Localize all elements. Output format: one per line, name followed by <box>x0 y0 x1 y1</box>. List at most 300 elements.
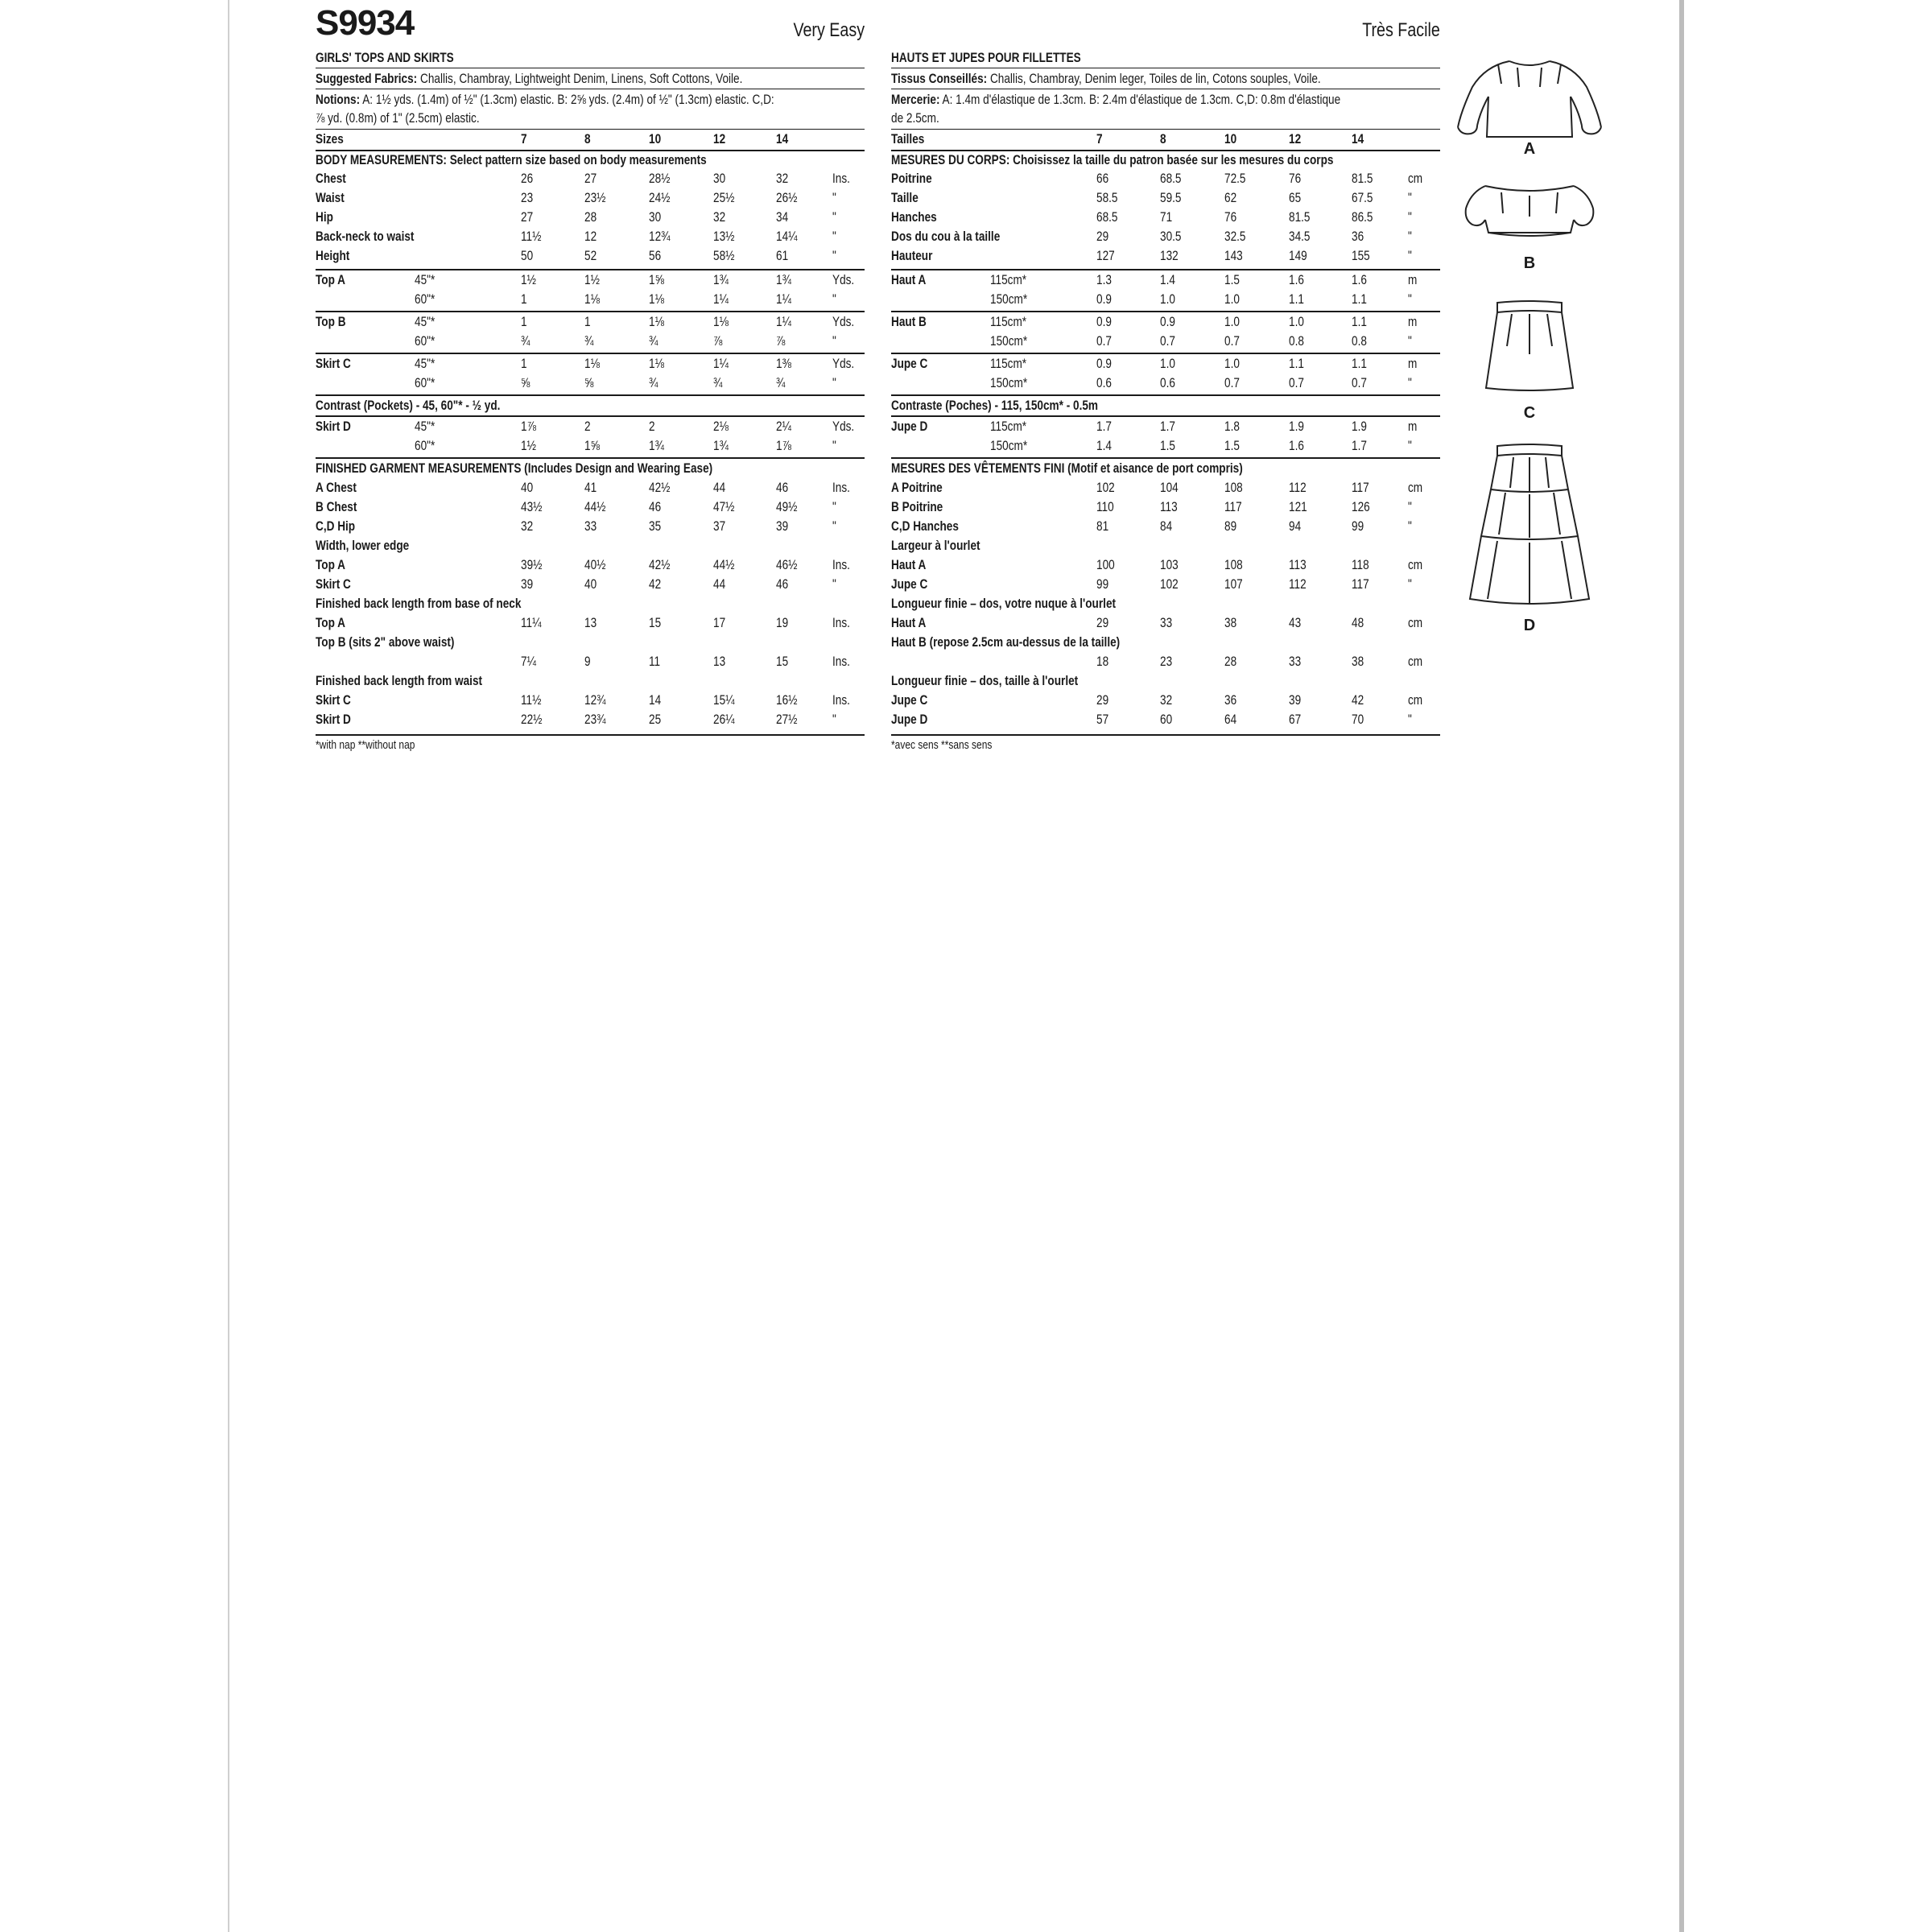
unit: cm <box>1408 692 1423 708</box>
value-size-10: 143 <box>1224 248 1243 263</box>
value-size-8: 44½ <box>584 499 606 514</box>
value-size-8: 1½ <box>584 272 600 287</box>
value-size-7: 0.9 <box>1096 291 1112 307</box>
value-size-12: 1.9 <box>1289 419 1304 434</box>
unit: " <box>1408 209 1412 225</box>
row-label: C,D Hanches <box>891 518 959 534</box>
value-size-10: 15 <box>649 615 662 630</box>
value-size-12: 58½ <box>713 248 735 263</box>
value-size-8: 104 <box>1160 480 1179 495</box>
value-size-8: 30.5 <box>1160 229 1182 244</box>
value-size-12: 47½ <box>713 499 735 514</box>
value-size-10: 11 <box>649 654 661 669</box>
value-size-12: 1¾ <box>713 438 729 453</box>
row-label: Height <box>316 248 350 263</box>
size-14: 14 <box>1352 131 1364 147</box>
value-size-10: 1.0 <box>1224 291 1240 307</box>
fabric-width: 45"* <box>415 419 436 434</box>
row-label: Longueur finie – dos, taille à l'ourlet <box>891 673 1079 688</box>
row-label: Taille <box>891 190 919 205</box>
row-label: Skirt C <box>316 576 351 592</box>
value-size-12: 112 <box>1289 480 1307 495</box>
row-label: Hip <box>316 209 333 225</box>
notions-line <box>316 90 774 109</box>
value-size-8: 23½ <box>584 190 606 205</box>
value-size-12: 0.7 <box>1289 375 1304 390</box>
value-size-14: 14¼ <box>776 229 798 244</box>
value-size-12: 76 <box>1289 171 1302 186</box>
value-size-8: 132 <box>1160 248 1179 263</box>
value-size-10: 76 <box>1224 209 1237 225</box>
view-label: Top A <box>316 272 346 287</box>
size-8: 8 <box>584 131 591 147</box>
value-size-7: 29 <box>1096 615 1109 630</box>
value-size-8: 0.7 <box>1160 333 1175 349</box>
value-size-14: 1¼ <box>776 314 791 329</box>
value-size-8: 102 <box>1160 576 1179 592</box>
value-size-8: 33 <box>1160 615 1173 630</box>
value-size-7: 43½ <box>521 499 543 514</box>
fabric-width: 60"* <box>415 438 436 453</box>
unit: cm <box>1408 480 1423 495</box>
value-size-12: ⅞ <box>713 333 723 349</box>
value-size-12: 1.0 <box>1289 314 1304 329</box>
value-size-7: 66 <box>1096 171 1109 186</box>
value-size-12: 1¾ <box>713 272 729 287</box>
fabric-width: 60"* <box>415 375 436 390</box>
row-label: Skirt D <box>316 712 351 727</box>
value-size-7: 1 <box>521 291 527 307</box>
value-size-10: ¾ <box>649 375 658 390</box>
value-size-10: 1⅛ <box>649 291 664 307</box>
unit: " <box>832 333 836 349</box>
value-size-8: 1⅛ <box>584 291 600 307</box>
value-size-12: 25½ <box>713 190 735 205</box>
unit: cm <box>1408 557 1423 572</box>
unit: " <box>832 576 836 592</box>
value-size-7: 26 <box>521 171 534 186</box>
value-size-10: 0.7 <box>1224 375 1240 390</box>
unit: " <box>1408 518 1412 534</box>
value-size-12: 44½ <box>713 557 735 572</box>
value-size-7: 110 <box>1096 499 1114 514</box>
value-size-14: 1.1 <box>1352 314 1367 329</box>
value-size-8: 32 <box>1160 692 1173 708</box>
value-size-12: 13 <box>713 654 726 669</box>
value-size-7: 1⅞ <box>521 419 536 434</box>
value-size-10: 62 <box>1224 190 1237 205</box>
unit: m <box>1408 419 1418 434</box>
fabrics-line <box>891 69 1321 89</box>
value-size-7: 29 <box>1096 229 1109 244</box>
value-size-14: 34 <box>776 209 789 225</box>
size-12: 12 <box>713 131 726 147</box>
value-size-10: 46 <box>649 499 662 514</box>
row-label: Back-neck to waist <box>316 229 415 244</box>
value-size-14: 117 <box>1352 480 1369 495</box>
fabric-width: 115cm* <box>990 356 1027 371</box>
view-label: Top B <box>316 314 346 329</box>
fabrics-text: Challis, Chambray, Denim leger, Toiles de lin, Cotons souples, Voile. <box>989 71 1321 86</box>
value-size-10: 36 <box>1224 692 1237 708</box>
value-size-14: 1¼ <box>776 291 791 307</box>
value-size-7: 50 <box>521 248 534 263</box>
value-size-8: 23 <box>1160 654 1173 669</box>
view-label: Jupe C <box>891 356 928 371</box>
value-size-8: 1.0 <box>1160 356 1175 371</box>
unit: " <box>1408 576 1412 592</box>
value-size-10: 89 <box>1224 518 1237 534</box>
value-size-8: 40½ <box>584 557 606 572</box>
fabric-width: 45"* <box>415 356 436 371</box>
size-10: 10 <box>649 131 662 147</box>
value-size-8: 113 <box>1160 499 1178 514</box>
value-size-8: 13 <box>584 615 597 630</box>
value-size-14: 1.7 <box>1352 438 1367 453</box>
value-size-14: 70 <box>1352 712 1364 727</box>
row-label: Jupe C <box>891 692 928 708</box>
footnote: *avec sens **sans sens <box>891 738 993 752</box>
value-size-7: 1½ <box>521 272 536 287</box>
value-size-12: ¾ <box>713 375 723 390</box>
value-size-10: 42½ <box>649 480 671 495</box>
value-size-8: 1.4 <box>1160 272 1175 287</box>
value-size-12: 1⅛ <box>713 314 729 329</box>
value-size-14: 86.5 <box>1352 209 1373 225</box>
view-label: Skirt D <box>316 419 351 434</box>
value-size-14: 126 <box>1352 499 1370 514</box>
notions-text-2: de 2.5cm. <box>891 110 939 126</box>
value-size-10: 25 <box>649 712 662 727</box>
value-size-14: 61 <box>776 248 789 263</box>
value-size-7: 57 <box>1096 712 1109 727</box>
row-label: Finished back length from base of neck <box>316 596 522 611</box>
value-size-8: 27 <box>584 171 597 186</box>
value-size-8: ⅝ <box>584 375 594 390</box>
value-size-12: 39 <box>1289 692 1302 708</box>
row-label: Largeur à l'ourlet <box>891 538 980 553</box>
value-size-10: 56 <box>649 248 662 263</box>
value-size-14: 39 <box>776 518 789 534</box>
value-size-7: 39 <box>521 576 534 592</box>
value-size-12: 44 <box>713 576 726 592</box>
value-size-14: 1¾ <box>776 272 791 287</box>
view-label: Jupe D <box>891 419 928 434</box>
fabrics-line <box>316 69 742 89</box>
value-size-10: 0.7 <box>1224 333 1240 349</box>
unit: " <box>1408 438 1412 453</box>
size-7: 7 <box>1096 131 1103 147</box>
unit: Ins. <box>832 615 850 630</box>
value-size-8: 60 <box>1160 712 1173 727</box>
value-size-12: 149 <box>1289 248 1307 263</box>
value-size-7: 11¼ <box>521 615 542 630</box>
body-measurements-heading: BODY MEASUREMENTS: Select pattern size based on body measurements <box>316 152 707 167</box>
value-size-8: 52 <box>584 248 597 263</box>
value-size-7: 32 <box>521 518 534 534</box>
view-label-a: A <box>1523 140 1536 158</box>
row-label: Top B (sits 2" above waist) <box>316 634 455 650</box>
value-size-14: 36 <box>1352 229 1364 244</box>
unit: " <box>832 518 836 534</box>
size-7: 7 <box>521 131 527 147</box>
row-label: Top A <box>316 557 346 572</box>
value-size-12: 112 <box>1289 576 1307 592</box>
value-size-14: 42 <box>1352 692 1364 708</box>
unit: m <box>1408 272 1418 287</box>
value-size-7: 0.9 <box>1096 314 1112 329</box>
value-size-14: 1.1 <box>1352 356 1367 371</box>
value-size-14: 99 <box>1352 518 1364 534</box>
value-size-8: 1⅝ <box>584 438 600 453</box>
fabric-width: 115cm* <box>990 272 1027 287</box>
value-size-12: 81.5 <box>1289 209 1311 225</box>
value-size-10: 1⅛ <box>649 356 664 371</box>
value-size-8: 68.5 <box>1160 171 1182 186</box>
value-size-12: 34.5 <box>1289 229 1311 244</box>
value-size-7: 0.9 <box>1096 356 1112 371</box>
value-size-7: ⅝ <box>521 375 530 390</box>
unit: " <box>832 291 836 307</box>
value-size-7: 1 <box>521 356 527 371</box>
value-size-14: 67.5 <box>1352 190 1373 205</box>
unit: " <box>832 438 836 453</box>
value-size-8: 59.5 <box>1160 190 1182 205</box>
unit: cm <box>1408 615 1423 630</box>
value-size-10: 12¾ <box>649 229 671 244</box>
value-size-14: 19 <box>776 615 789 630</box>
value-size-14: 117 <box>1352 576 1369 592</box>
row-label: A Poitrine <box>891 480 943 495</box>
value-size-10: 24½ <box>649 190 671 205</box>
value-size-12: 30 <box>713 171 726 186</box>
value-size-7: 99 <box>1096 576 1109 592</box>
row-label: Jupe C <box>891 576 928 592</box>
value-size-12: 0.8 <box>1289 333 1304 349</box>
english-column <box>316 0 865 752</box>
unit: Ins. <box>832 171 850 186</box>
value-size-14: 38 <box>1352 654 1364 669</box>
value-size-12: 17 <box>713 615 726 630</box>
notions-line <box>891 90 1340 109</box>
value-size-14: 27½ <box>776 712 798 727</box>
value-size-10: 32.5 <box>1224 229 1246 244</box>
fabric-width: 45"* <box>415 314 436 329</box>
value-size-7: 100 <box>1096 557 1115 572</box>
notions-text: A: 1½ yds. (1.4m) of ½" (1.3cm) elastic. B: 2⅝ yds. (2.4m) of ½" (1.3cm) elastic. C,D: <box>362 92 774 107</box>
value-size-14: ⅞ <box>776 333 786 349</box>
size-8: 8 <box>1160 131 1166 147</box>
value-size-8: 28 <box>584 209 597 225</box>
value-size-8: 71 <box>1160 209 1173 225</box>
fabric-width: 45"* <box>415 272 436 287</box>
value-size-12: 43 <box>1289 615 1302 630</box>
value-size-7: 39½ <box>521 557 543 572</box>
value-size-8: 2 <box>584 419 591 434</box>
value-size-7: 1.7 <box>1096 419 1112 434</box>
unit: " <box>1408 291 1412 307</box>
fabric-width: 60"* <box>415 333 436 349</box>
value-size-10: 38 <box>1224 615 1237 630</box>
value-size-14: 15 <box>776 654 789 669</box>
value-size-8: 41 <box>584 480 597 495</box>
value-size-8: 1 <box>584 314 591 329</box>
value-size-8: 23¾ <box>584 712 606 727</box>
value-size-7: 1 <box>521 314 527 329</box>
notions-text: A: 1.4m d'élastique de 1.3cm. B: 2.4m d'élastique de 1.3cm. C,D: 0.8m d'élastique <box>942 92 1341 107</box>
value-size-7: 58.5 <box>1096 190 1118 205</box>
value-size-12: 113 <box>1289 557 1307 572</box>
value-size-7: ¾ <box>521 333 530 349</box>
value-size-10: 72.5 <box>1224 171 1246 186</box>
unit: " <box>832 499 836 514</box>
row-label: Haut A <box>891 557 927 572</box>
page-edge-right <box>1679 0 1684 1932</box>
value-size-14: ¾ <box>776 375 786 390</box>
footnote: *with nap **without nap <box>316 738 415 752</box>
row-label: Chest <box>316 171 346 186</box>
row-label: B Chest <box>316 499 357 514</box>
row-label: A Chest <box>316 480 357 495</box>
unit: " <box>832 375 836 390</box>
notions-label: Notions: <box>316 92 361 107</box>
fabric-width: 115cm* <box>990 419 1027 434</box>
notions-label: Mercerie: <box>891 92 940 107</box>
value-size-12: 37 <box>713 518 726 534</box>
view-label-d: D <box>1523 617 1536 634</box>
value-size-10: 42½ <box>649 557 671 572</box>
value-size-12: 1¼ <box>713 356 729 371</box>
value-size-10: 1⅝ <box>649 272 664 287</box>
value-size-10: 108 <box>1224 480 1243 495</box>
unit: " <box>832 712 836 727</box>
value-size-8: 1.7 <box>1160 419 1175 434</box>
value-size-7: 18 <box>1096 654 1109 669</box>
value-size-12: 32 <box>713 209 726 225</box>
value-size-14: 1.9 <box>1352 419 1367 434</box>
value-size-10: 1.8 <box>1224 419 1240 434</box>
value-size-12: 1.1 <box>1289 291 1304 307</box>
value-size-7: 1.4 <box>1096 438 1112 453</box>
value-size-10: 1.0 <box>1224 356 1240 371</box>
value-size-7: 40 <box>521 480 534 495</box>
value-size-12: 13½ <box>713 229 735 244</box>
view-label: Skirt C <box>316 356 351 371</box>
fabrics-label: Suggested Fabrics: <box>316 71 418 86</box>
value-size-10: 64 <box>1224 712 1237 727</box>
value-size-14: 46½ <box>776 557 798 572</box>
unit: " <box>1408 712 1412 727</box>
unit: " <box>832 190 836 205</box>
row-label: Finished back length from waist <box>316 673 483 688</box>
unit: Ins. <box>832 654 850 669</box>
value-size-10: 1.0 <box>1224 314 1240 329</box>
garment-title: GIRLS' TOPS AND SKIRTS <box>316 50 454 65</box>
value-size-10: ¾ <box>649 333 658 349</box>
value-size-8: 12¾ <box>584 692 606 708</box>
value-size-12: 33 <box>1289 654 1302 669</box>
value-size-14: 81.5 <box>1352 171 1373 186</box>
value-size-14: 0.7 <box>1352 375 1367 390</box>
value-size-7: 11½ <box>521 692 542 708</box>
value-size-12: 65 <box>1289 190 1302 205</box>
view-label: Haut A <box>891 272 927 287</box>
value-size-12: 67 <box>1289 712 1302 727</box>
row-label: Waist <box>316 190 345 205</box>
top-a-sketch <box>1453 55 1606 143</box>
value-size-10: 30 <box>649 209 662 225</box>
value-size-10: 107 <box>1224 576 1243 592</box>
size-12: 12 <box>1289 131 1302 147</box>
value-size-12: 1.1 <box>1289 356 1304 371</box>
row-label: Hanches <box>891 209 937 225</box>
value-size-10: 14 <box>649 692 662 708</box>
value-size-14: 1.6 <box>1352 272 1367 287</box>
value-size-12: 2⅛ <box>713 419 729 434</box>
value-size-10: 35 <box>649 518 662 534</box>
view-label: Haut B <box>891 314 927 329</box>
value-size-12: 1.6 <box>1289 438 1304 453</box>
fabric-width: 150cm* <box>990 333 1028 349</box>
unit: " <box>1408 375 1412 390</box>
fabric-width: 150cm* <box>990 291 1028 307</box>
value-size-7: 127 <box>1096 248 1115 263</box>
french-column <box>891 0 1440 752</box>
view-label-c: C <box>1523 404 1536 422</box>
value-size-14: 32 <box>776 171 789 186</box>
value-size-14: 118 <box>1352 557 1369 572</box>
row-label: Longueur finie – dos, votre nuque à l'ourlet <box>891 596 1117 611</box>
value-size-7: 68.5 <box>1096 209 1118 225</box>
value-size-7: 1½ <box>521 438 536 453</box>
unit: Yds. <box>832 272 855 287</box>
value-size-8: 1.0 <box>1160 291 1175 307</box>
value-size-7: 22½ <box>521 712 543 727</box>
unit: Yds. <box>832 356 855 371</box>
unit: " <box>1408 333 1412 349</box>
value-size-7: 0.7 <box>1096 333 1112 349</box>
value-size-14: 26½ <box>776 190 798 205</box>
value-size-10: 42 <box>649 576 662 592</box>
value-size-8: 33 <box>584 518 597 534</box>
fabrics-text: Challis, Chambray, Lightweight Denim, Linens, Soft Cottons, Voile. <box>420 71 743 86</box>
row-label: B Poitrine <box>891 499 943 514</box>
value-size-10: 2 <box>649 419 655 434</box>
contrast-pockets: Contrast (Pockets) - 45, 60"* - ½ yd. <box>316 398 501 413</box>
value-size-7: 11½ <box>521 229 542 244</box>
value-size-7: 7¼ <box>521 654 536 669</box>
value-size-8: 84 <box>1160 518 1173 534</box>
value-size-7: 29 <box>1096 692 1109 708</box>
top-b-sketch <box>1461 181 1598 242</box>
skirt-c-sketch <box>1480 298 1579 394</box>
unit: Yds. <box>832 419 855 434</box>
value-size-14: 1⅜ <box>776 356 791 371</box>
value-size-10: 1.5 <box>1224 438 1240 453</box>
value-size-14: 2¼ <box>776 419 791 434</box>
unit: cm <box>1408 171 1423 186</box>
value-size-12: 94 <box>1289 518 1302 534</box>
unit: " <box>1408 499 1412 514</box>
unit: " <box>832 248 836 263</box>
row-label: Haut A <box>891 615 927 630</box>
value-size-14: 1.1 <box>1352 291 1367 307</box>
row-label: Dos du cou à la taille <box>891 229 1001 244</box>
value-size-8: 40 <box>584 576 597 592</box>
value-size-8: 0.6 <box>1160 375 1175 390</box>
value-size-8: 1⅛ <box>584 356 600 371</box>
fabric-width: 150cm* <box>990 438 1028 453</box>
